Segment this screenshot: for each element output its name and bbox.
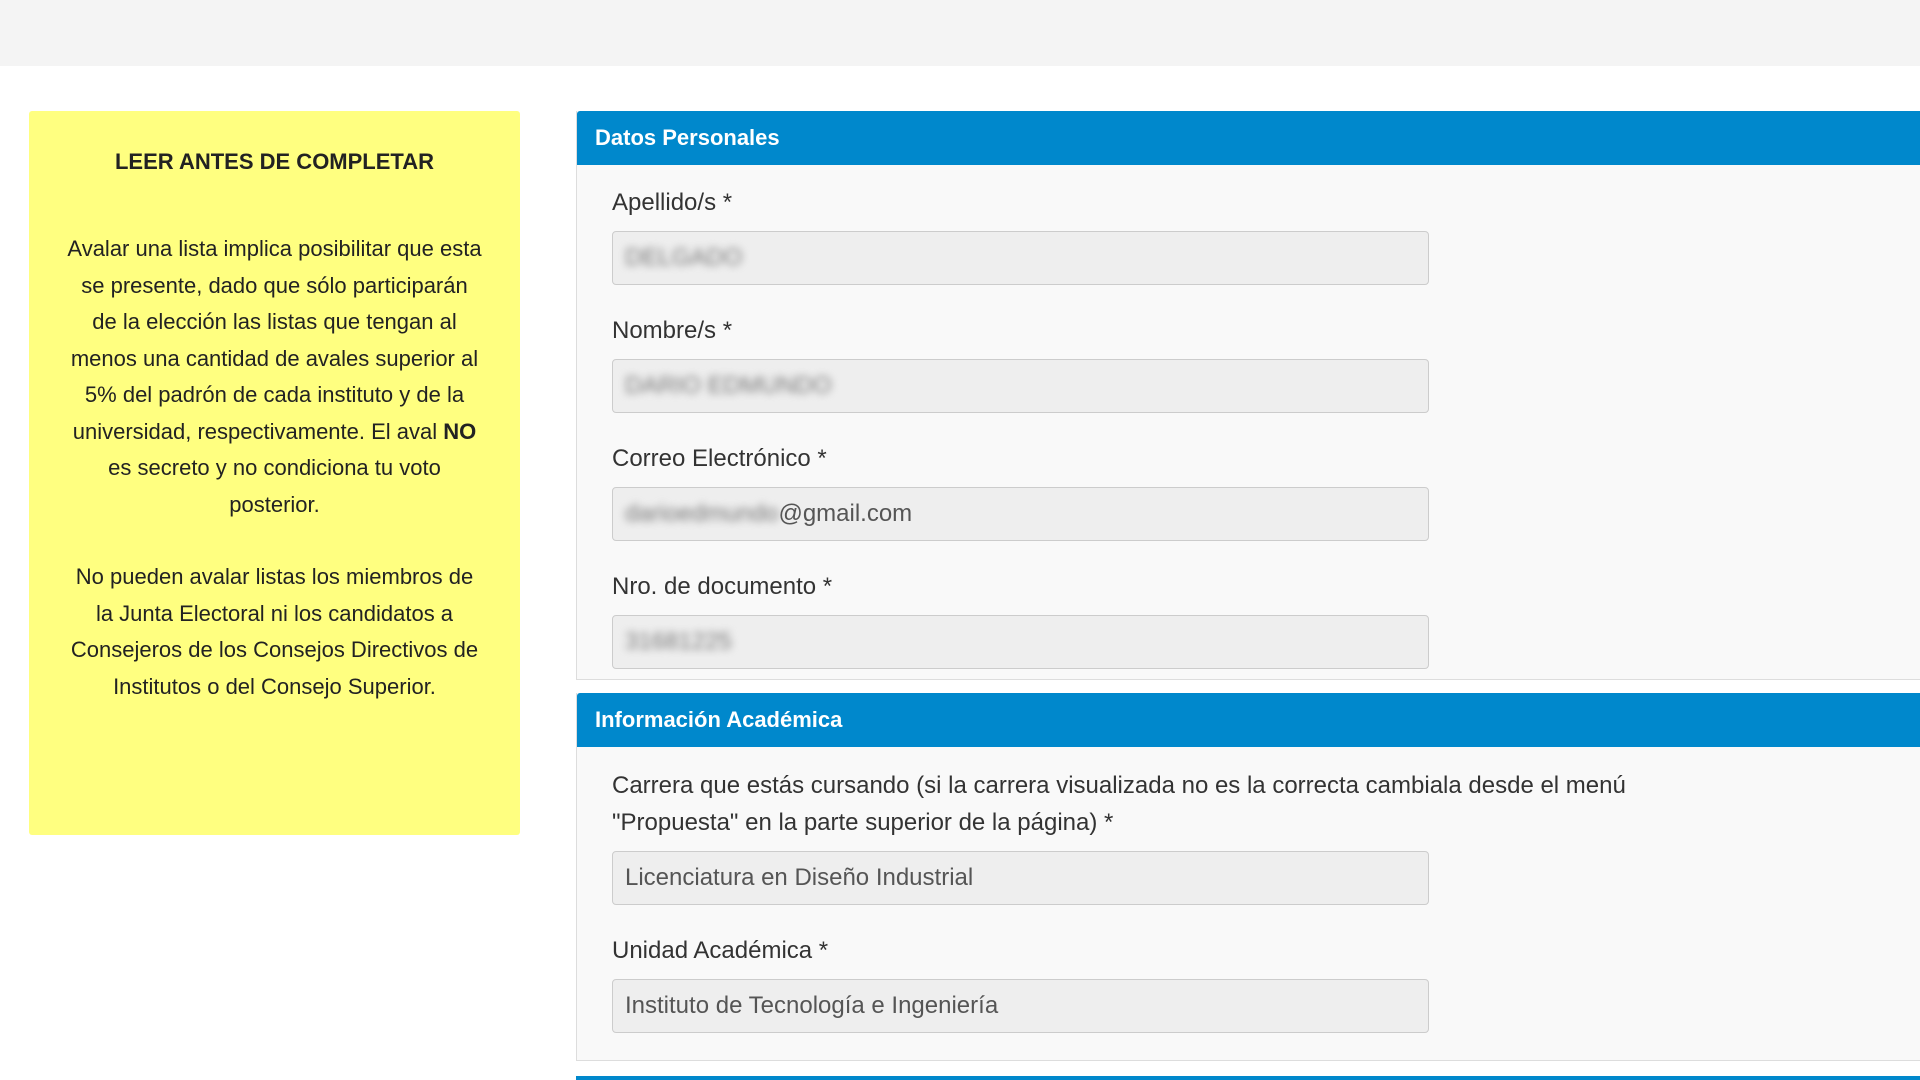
academic-info-header: Información Académica bbox=[577, 693, 1920, 747]
unidad-field[interactable] bbox=[612, 979, 1429, 1033]
nombre-label: Nombre/s * bbox=[612, 317, 733, 344]
academic-info-body bbox=[577, 747, 1920, 1033]
notice-paragraph-1 bbox=[67, 231, 482, 523]
email-field[interactable] bbox=[612, 487, 1429, 541]
notice-paragraph-1-bold: NO bbox=[443, 418, 477, 444]
apellido-field[interactable] bbox=[612, 231, 1429, 285]
documento-label: Nro. de documento * bbox=[612, 573, 833, 600]
apellido-value: DELGADO bbox=[625, 244, 743, 271]
notice-box bbox=[29, 111, 520, 835]
unidad-label: Unidad Académica * bbox=[612, 937, 829, 964]
personal-data-body bbox=[577, 165, 1920, 669]
documento-field[interactable] bbox=[612, 615, 1429, 669]
documento-value: 31681225 bbox=[625, 628, 732, 655]
top-bar bbox=[0, 0, 1920, 66]
notice-paragraph-1-text-end: es secreto y no condiciona tu voto posterior. bbox=[108, 455, 441, 517]
personal-data-panel bbox=[576, 111, 1920, 680]
notice-paragraph-2: No pueden avalar listas los miembros de la Junta Electoral ni los candidatos a Consejeros de los Consejos Directivos de Institutos o del Consejo Superior. bbox=[70, 564, 479, 699]
nombre-field[interactable] bbox=[612, 359, 1429, 413]
carrera-label: Carrera que estás cursando (si la carrera visualizada no es la correcta cambiala desde el menú "Propuesta" en la parte superior de la página) * bbox=[612, 772, 1626, 836]
next-panel-edge bbox=[576, 1076, 1920, 1080]
email-label: Correo Electrónico * bbox=[612, 445, 827, 472]
email-user-value: darioedmundo bbox=[625, 500, 779, 527]
email-domain-value: @gmail.com bbox=[778, 500, 913, 527]
carrera-value: Licenciatura en Diseño Industrial bbox=[625, 864, 974, 891]
personal-data-header: Datos Personales bbox=[577, 111, 1920, 165]
notice-paragraph-1-text: Avalar una lista implica posibilitar que esta se presente, dado que sólo participarán de la elección las listas que tengan al menos una cantidad de avales superior al 5% del padrón de cada instituto y de la universidad, respectivamente. El aval bbox=[67, 236, 482, 444]
carrera-field[interactable] bbox=[612, 851, 1429, 905]
nombre-value: DARIO EDMUNDO bbox=[625, 372, 832, 399]
unidad-value: Instituto de Tecnología e Ingeniería bbox=[625, 992, 999, 1019]
apellido-label: Apellido/s * bbox=[612, 189, 733, 216]
notice-title: LEER ANTES DE COMPLETAR bbox=[114, 149, 434, 174]
academic-info-panel bbox=[576, 693, 1920, 1061]
